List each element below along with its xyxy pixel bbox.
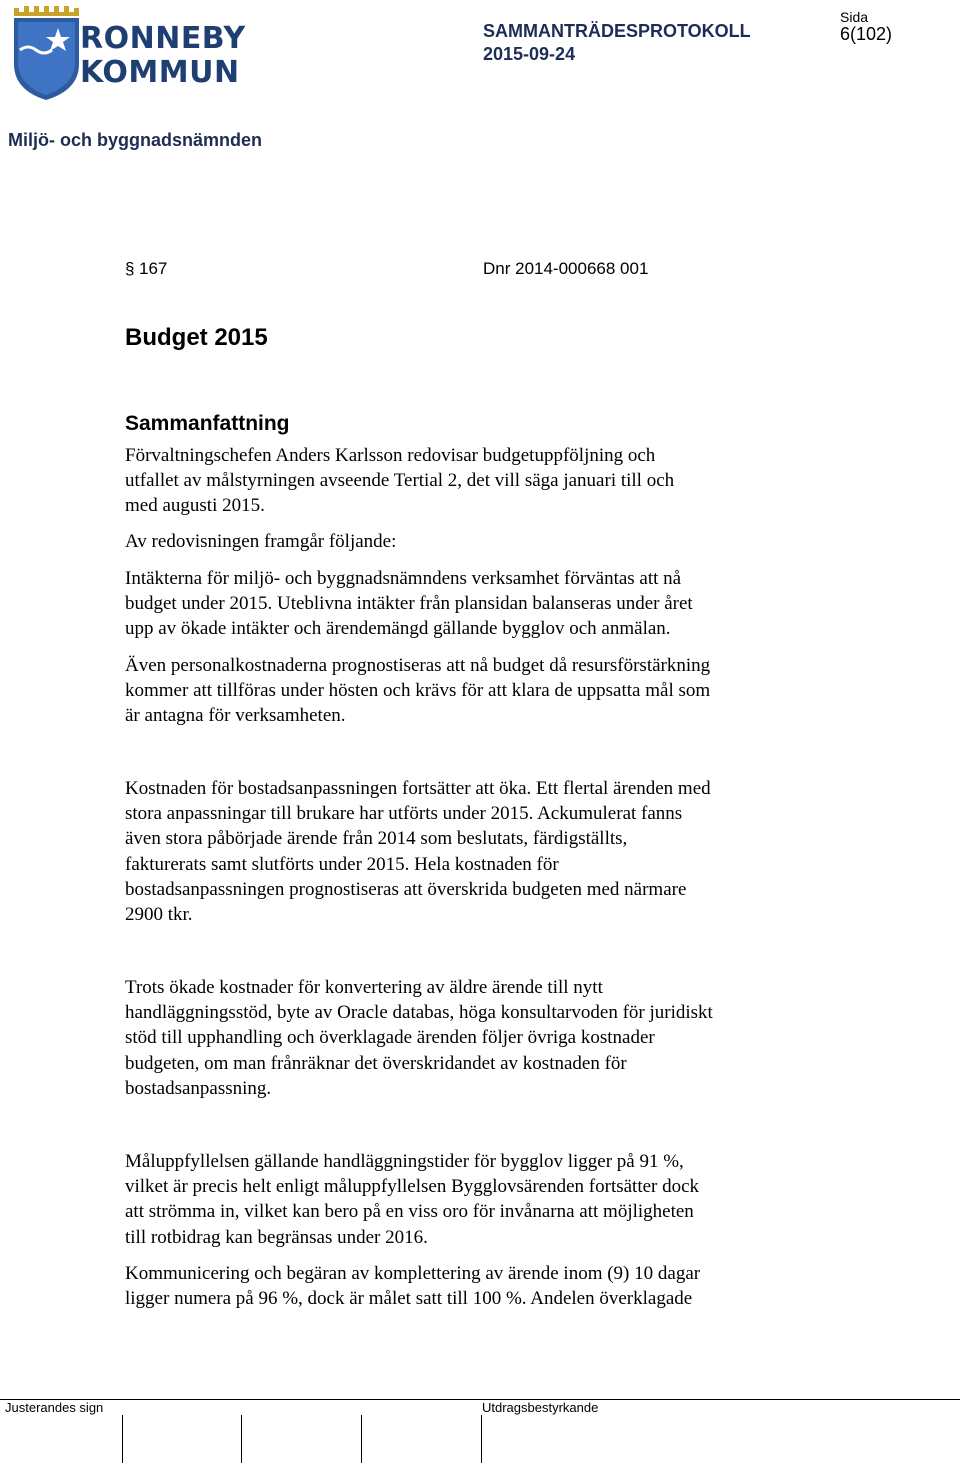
paragraph-line: fakturerats samt slutförts under 2015. Hela kostnaden för <box>125 853 559 875</box>
signature-box-divider <box>481 1415 482 1463</box>
paragraph <box>125 653 825 729</box>
paragraph-line: Även personalkostnaderna prognostiseras att nå budget då resursförstärkning <box>125 655 711 676</box>
paragraph-line: bostadsanpassning. <box>125 1077 272 1099</box>
paragraph-line: ligger numera på 96 %, dock är målet satt till 100 %. Andelen överklagade <box>125 1288 693 1310</box>
paragraph <box>125 529 825 554</box>
signature-box-divider <box>122 1415 123 1463</box>
logo-line-1: RONNEBY <box>80 21 246 56</box>
paragraph-line: vilket är precis helt enligt måluppfyllelsen Bygglovsärenden fortsätter dock <box>125 1176 700 1198</box>
justerandes-sign-label: Justerandes sign <box>5 1400 104 1415</box>
paragraph-line: Kommunicering och begäran av komplettering av ärende inom (9) 10 dagar <box>125 1263 701 1284</box>
paragraph <box>125 1261 825 1311</box>
meeting-date: 2015-09-24 <box>483 44 576 64</box>
paragraph <box>125 443 825 519</box>
paragraph-line: Intäkterna för miljö- och byggnadsnämndens verksamhet förväntas att nå <box>125 568 682 589</box>
signature-box-divider <box>361 1415 362 1463</box>
paragraph-line: att strömma in, vilket kan bero på en viss oro för invånarna att möjligheten <box>125 1201 694 1223</box>
paragraph-line: upp av ökade intäkter och ärendemängd gällande bygglov och anmälan. <box>125 618 671 640</box>
paragraph <box>125 776 825 927</box>
paragraph-line: Förvaltningschefen Anders Karlsson redovisar budgetuppföljning och <box>125 445 656 466</box>
dnr-reference: Dnr 2014-000668 001 <box>483 259 649 278</box>
paragraph-line: är antagna för verksamheten. <box>125 705 346 727</box>
paragraph <box>125 1149 825 1250</box>
page-title: Budget 2015 <box>125 324 268 351</box>
paragraph-line: Kostnaden för bostadsanpassningen fortsätter att öka. Ett flertal ärenden med <box>125 778 711 799</box>
paragraph-line: med augusti 2015. <box>125 495 265 517</box>
footer-divider <box>0 1399 960 1400</box>
committee-name: Miljö- och byggnadsnämnden <box>8 130 263 150</box>
paragraph-line: stora anpassningar till brukare har utförts under 2015. Ackumulerat fanns <box>125 803 683 825</box>
paragraph-line: bostadsanpassningen prognostiseras att överskrida budgeten med närmare <box>125 878 687 900</box>
paragraph-line: 2900 tkr. <box>125 903 193 925</box>
page-label: Sida <box>840 9 869 25</box>
paragraph-line: kommer att tillföras under hösten och krävs för att klara de uppsatta mål som <box>125 680 711 702</box>
paragraph-line: Av redovisningen framgår följande: <box>125 531 397 552</box>
section-subheading: Sammanfattning <box>125 412 290 435</box>
logo-wordmark <box>80 22 270 90</box>
section-number: 167 <box>139 259 168 278</box>
paragraph-line: stöd till upphandling och överklagade ärenden följer övriga kostnader <box>125 1027 655 1049</box>
paragraph-line: handläggningsstöd, byte av Oracle databas, höga konsultarvoden för juridiskt <box>125 1002 713 1024</box>
signature-box-divider <box>241 1415 242 1463</box>
paragraph <box>125 566 825 642</box>
page-number: 6(102) <box>840 24 893 44</box>
paragraph-line: även stora påbörjade ärende från 2014 som beslutats, färdigställts, <box>125 828 628 850</box>
paragraph-line: Måluppfyllelsen gällande handläggningstider för bygglov ligger på 91 %, <box>125 1151 684 1172</box>
utdragsbestyrkande-label: Utdragsbestyrkande <box>482 1400 599 1415</box>
document-type: SAMMANTRÄDESPROTOKOLL <box>483 21 751 41</box>
paragraph-line: budgeten, om man frånräknar det överskridandet av kostnaden för <box>125 1052 627 1074</box>
paragraph-line: budget under 2015. Uteblivna intäkter från plansidan balanseras under året <box>125 593 693 615</box>
section-header <box>125 259 825 283</box>
paragraph-line: Trots ökade kostnader för konvertering av äldre ärende till nytt <box>125 977 603 998</box>
paragraph-mark: § <box>125 259 135 278</box>
logo-line-2: KOMMUN <box>80 55 240 90</box>
paragraph <box>125 975 825 1101</box>
paragraph-line: till rotbidrag kan begränsas under 2016. <box>125 1226 428 1248</box>
paragraph-line: utfallet av målstyrningen avseende Tertial 2, det vill säga januari till och <box>125 470 675 492</box>
